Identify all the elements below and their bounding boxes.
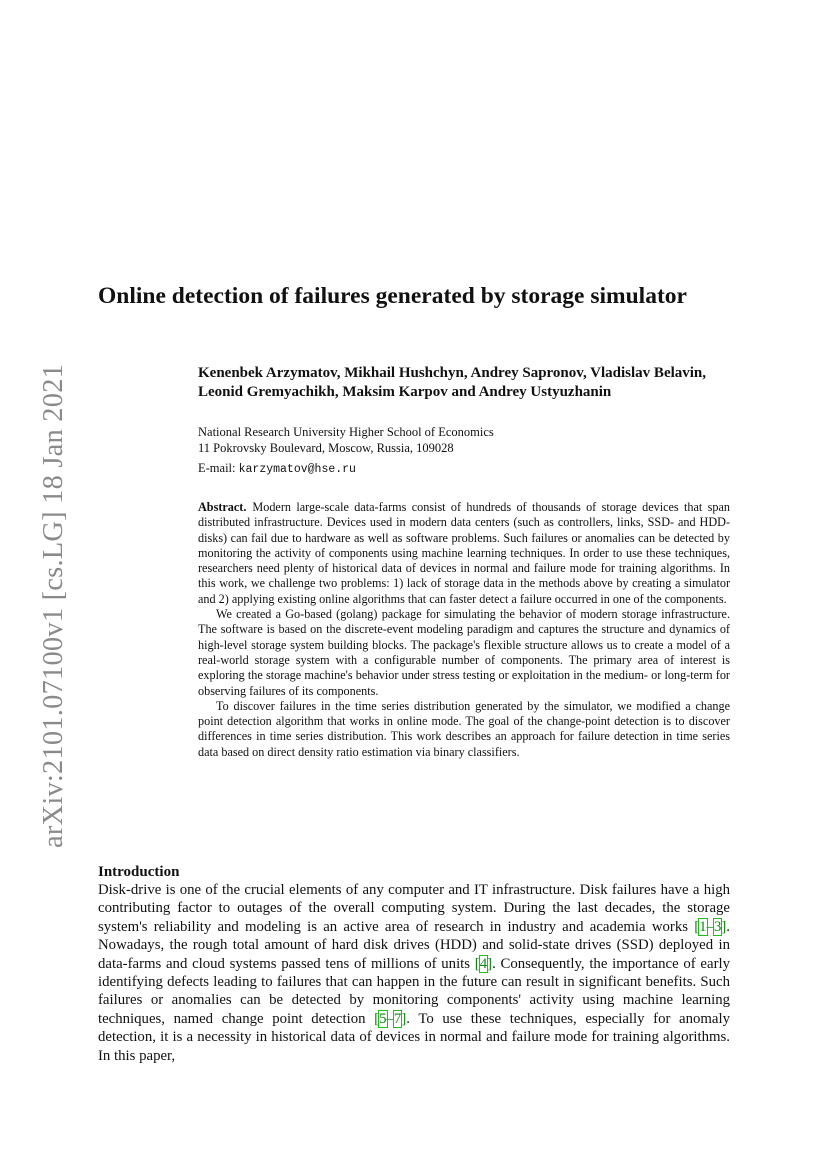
affiliation [198,424,738,456]
arxiv-identifier: arXiv:2101.07100v1 [cs.LG] 18 Jan 2021 [38,363,69,848]
paper-title: Online detection of failures generated by storage simulator [98,283,687,309]
abstract [198,500,730,760]
intro-text-3: . Consequently, the importance of early identifying defects leading to failures that can happen in the future can result in significant benefits. Such failures or anomalies can be detected by monitoring components' activity using machine learning techniques, named change point detection [98,955,731,1027]
abstract-paragraph-1 [198,500,730,607]
introduction-paragraph [98,881,730,1065]
citation-open-bracket: [ [694,918,700,935]
citation-1-3[interactable] [694,919,726,935]
email-label: E-mail: [198,461,236,475]
citation-close-bracket: ] [721,918,727,935]
citation-link-7[interactable]: 7 [393,1010,402,1027]
email-address[interactable]: karzymatov@hse.ru [238,463,356,476]
affiliation-address: 11 Pokrovsky Boulevard, Moscow, Russia, 109028 [198,441,454,455]
author-list: Kenenbek Arzymatov, Mikhail Hushchyn, Andrey Sapronov, Vladislav Belavin, Leonid Gremyachikh, Maksim Karpov and Andrey Ustyuzhanin [198,365,707,400]
citation-4[interactable] [475,956,492,972]
intro-text-1: Disk-drive is one of the crucial elements of any computer and IT infrastructure. Disk failures have a high contributing factor to outages of the overall computing system. During the last decades, the storage system's reliability and modeling is an active area of research in industry and academia works [98,882,730,935]
abstract-label: Abstract. [198,500,247,514]
citation-link-5[interactable]: 5 [379,1010,387,1027]
citation-dash: – [386,1010,394,1027]
citation-5-7[interactable] [374,1011,406,1027]
email-line [198,461,356,476]
citation-open-bracket: [ [474,955,480,972]
citation-close-bracket: ] [487,955,493,972]
citation-link-1[interactable]: 1 [699,918,707,935]
citation-dash: – [706,918,714,935]
affiliation-institution: National Research University Higher School of Economics [198,425,494,439]
citation-link-4[interactable]: 4 [479,955,488,972]
abstract-paragraph-3: To discover failures in the time series distribution generated by the simulator, we modified a change point detection algorithm that works in online mode. The goal of the change-point detection is to discover differences in time series distribution. This work describes an approach for failure detection in time series data based on direct density ratio estimation via binary classifiers. [198,698,730,759]
abstract-text-1: Modern large-scale data-farms consist of hundreds of thousands of storage devices that span distributed infrastructure. Devices used in modern data centers (such as controllers, links, SSD- and HDD-disks) can fail due to hardware as well as software problems. Such failures or anomalies can be detected by monitoring the activity of components using machine learning techniques. In order to use these techniques, researchers need plenty of historical data of devices in normal and failure mode for training algorithms. In this work, we challenge two problems: 1) lack of storage data in the methods above by creating a simulator and 2) applying existing online algorithms that can faster detect a failure occurred in one of the components. [198,500,730,606]
citation-close-bracket: ] [401,1010,407,1027]
introduction-heading: Introduction [98,864,180,880]
citation-open-bracket: [ [374,1010,380,1027]
intro-text-4: . To use these techniques, especially for anomaly detection, it is a necessity in historical data of devices in normal and failure mode for training algorithms. In this paper, [98,1010,730,1064]
intro-text-2: . Nowadays, the rough total amount of hard disk drives (HDD) and solid-state drives (SSD) deployed in data-farms and cloud systems passed tens of millions of units [98,918,730,972]
abstract-paragraph-2: We created a Go-based (golang) package for simulating the behavior of modern storage infrastructure. The software is based on the discrete-event modeling paradigm and captures the structure and dynamics of high-level storage system building blocks. The package's flexible structure allows us to create a model of a real-world storage system with a configurable number of components. The primary area of interest is exploring the storage machine's behavior under stress testing or exploitation in the medium- or long-term for observing failures of its components. [198,607,730,698]
citation-link-3[interactable]: 3 [713,918,722,935]
